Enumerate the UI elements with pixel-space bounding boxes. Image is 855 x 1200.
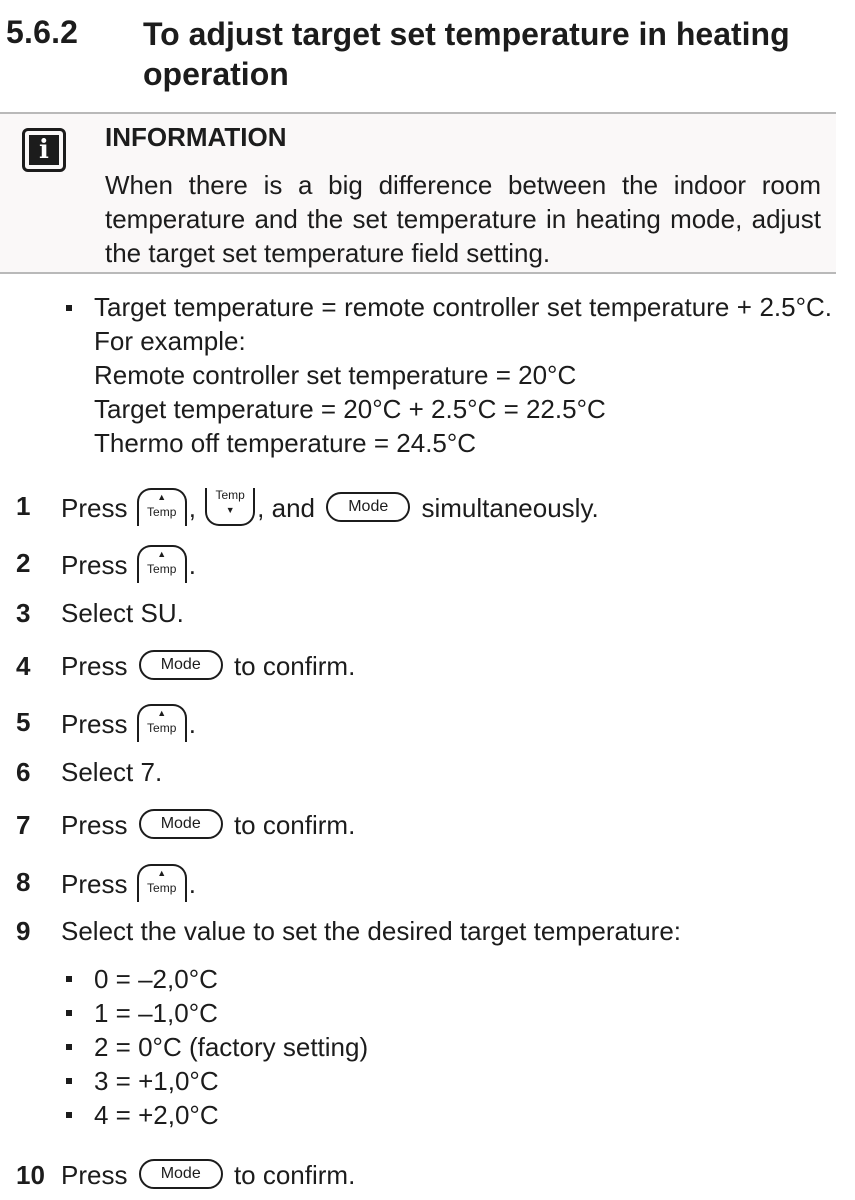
list-item — [66, 1098, 368, 1132]
information-icon — [22, 128, 66, 172]
list-item — [66, 996, 368, 1030]
mode-button: Mode — [139, 809, 223, 839]
information-icon-glyph: i — [29, 135, 59, 165]
example-bullet — [94, 290, 832, 460]
step-label: Press — [61, 492, 128, 523]
step-label: . — [188, 549, 196, 580]
step-text — [61, 651, 355, 683]
mode-button: Mode — [139, 1159, 223, 1189]
step-label: to confirm. — [233, 1160, 356, 1190]
step-text: Select 7. — [61, 757, 163, 787]
arrow-up-icon: ▲ — [157, 492, 167, 502]
example-line: Remote controller set temperature = 20°C — [94, 360, 577, 390]
step-number: 6 — [16, 757, 31, 787]
step-text: Select SU. — [61, 598, 184, 628]
step-label: Press — [61, 651, 128, 681]
list-item — [66, 1064, 368, 1098]
temp-up-button — [137, 864, 187, 902]
value-option: 3 = +1,0°C — [94, 1066, 219, 1096]
step-number: 9 — [16, 916, 31, 946]
temp-button-label: Temp — [147, 562, 177, 576]
temp-up-button — [137, 704, 187, 742]
list-item — [66, 962, 368, 996]
information-text: When there is a big difference between the indoor room temperature and the set temperature in heating mode, adjust the target set temperature field setting. — [105, 170, 821, 268]
step-separator: , and — [257, 492, 315, 523]
step-number: 8 — [16, 867, 31, 897]
temp-down-button — [205, 488, 255, 526]
step-label: Press — [61, 868, 128, 899]
step-text — [61, 707, 196, 745]
step-label: . — [188, 708, 196, 739]
example-lead: Target temperature = remote controller set temperature + 2.5°C. For example: — [94, 292, 832, 356]
step-number: 1 — [16, 491, 31, 521]
step-label: Press — [61, 810, 128, 840]
section-title: To adjust target set temperature in heating operation — [143, 16, 790, 92]
example-line: Thermo off temperature = 24.5°C — [94, 428, 477, 458]
step-number: 2 — [16, 548, 31, 578]
step-text: Select the value to set the desired target temperature: — [61, 916, 682, 946]
value-option: 0 = –2,0°C — [94, 964, 218, 994]
step-label: to confirm. — [233, 651, 356, 681]
section-number: 5.6.2 — [6, 14, 79, 50]
step-number: 5 — [16, 707, 31, 737]
bullet-mark — [66, 1010, 72, 1016]
temp-button-label: Temp — [147, 881, 177, 895]
step-label: . — [188, 868, 196, 899]
bullet-mark — [66, 1112, 72, 1118]
bullet-mark — [66, 1078, 72, 1084]
step-text — [61, 810, 355, 842]
step-label: Press — [61, 708, 128, 739]
list-item — [66, 1030, 368, 1064]
step-label: Press — [61, 549, 128, 580]
step-text — [61, 488, 599, 529]
value-option: 2 = 0°C (factory setting) — [94, 1032, 369, 1062]
step-number: 3 — [16, 598, 31, 628]
step-number: 10 — [16, 1160, 45, 1190]
bullet-mark — [66, 305, 72, 311]
step-text — [61, 548, 196, 586]
temp-up-button — [137, 545, 187, 583]
bullet-mark — [66, 976, 72, 982]
information-heading: INFORMATION — [105, 122, 287, 152]
bullet-mark — [66, 1044, 72, 1050]
step-label: Press — [61, 1160, 128, 1190]
step-number: 4 — [16, 651, 31, 681]
value-option: 1 = –1,0°C — [94, 998, 218, 1028]
temp-up-button — [137, 488, 187, 526]
arrow-down-icon: ▼ — [225, 505, 235, 515]
arrow-up-icon: ▲ — [157, 708, 167, 718]
temp-button-label: Temp — [147, 721, 177, 735]
mode-button: Mode — [326, 492, 410, 522]
step-label: to confirm. — [233, 810, 356, 840]
example-line: Target temperature = 20°C + 2.5°C = 22.5°C — [94, 394, 606, 424]
mode-button: Mode — [139, 650, 223, 680]
temp-button-label: Temp — [147, 505, 177, 519]
step-separator: , — [188, 492, 196, 523]
arrow-up-icon: ▲ — [157, 549, 167, 559]
arrow-up-icon: ▲ — [157, 868, 167, 878]
value-option: 4 = +2,0°C — [94, 1100, 219, 1130]
step-text — [61, 867, 196, 905]
temp-button-label: Temp — [215, 488, 245, 502]
step-label: simultaneously. — [421, 492, 599, 523]
step-text — [61, 1160, 355, 1192]
value-list — [66, 962, 368, 1132]
step-number: 7 — [16, 810, 31, 840]
